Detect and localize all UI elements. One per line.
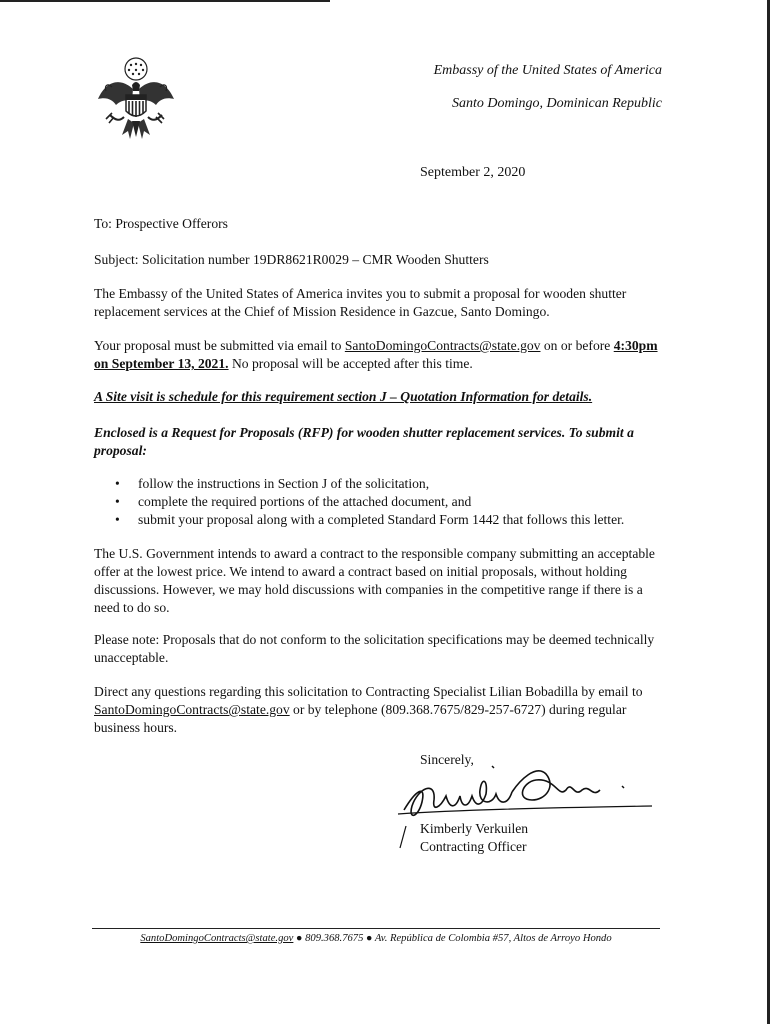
rfp-enclosed-paragraph: Enclosed is a Request for Proposals (RFP) for wooden shutter replacement services. To submit a proposal: bbox=[94, 425, 634, 458]
footer-bullet-icon: ● bbox=[296, 933, 306, 944]
questions-email-link[interactable]: SantoDomingoContracts@state.gov bbox=[94, 702, 290, 717]
letterhead-location: Santo Domingo, Dominican Republic bbox=[452, 96, 662, 111]
questions-paragraph bbox=[94, 683, 664, 737]
questions-text-end: or by telephone (809.368.7675/829-257-6727) during regular business hours. bbox=[94, 702, 627, 735]
embassy-seal-icon bbox=[92, 55, 180, 143]
submission-text-middle: on or before bbox=[540, 338, 614, 353]
scan-top-rule bbox=[0, 0, 330, 2]
instruction-list bbox=[94, 475, 694, 529]
submission-paragraph bbox=[94, 337, 664, 373]
subject-line: Subject: Solicitation number 19DR8621R0029 – CMR Wooden Shutters bbox=[94, 252, 489, 267]
footer-email-link[interactable]: SantoDomingoContracts@state.gov bbox=[140, 933, 294, 944]
footer-phone: 809.368.7675 bbox=[305, 933, 364, 944]
note-paragraph: Please note: Proposals that do not conform to the solicitation specifications may be deemed technically unacceptable. bbox=[94, 632, 655, 665]
list-item: • complete the required portions of the attached document, and bbox=[94, 493, 694, 511]
letter-date: September 2, 2020 bbox=[420, 165, 526, 180]
submission-text-start: Your proposal must be submitted via email to bbox=[94, 338, 345, 353]
questions-text-start: Direct any questions regarding this solicitation to Contracting Specialist Lilian Bobadilla by email to bbox=[94, 684, 643, 699]
footer-divider bbox=[92, 928, 660, 929]
letterhead bbox=[380, 63, 662, 129]
signer-name: Kimberly Verkuilen bbox=[420, 821, 529, 836]
submission-deadline: 4:30pm on September 13, 2021. bbox=[94, 338, 658, 371]
intro-paragraph: The Embassy of the United States of America invites you to submit a proposal for wooden shutter replacement services at the Chief of Mission Residence in Gazcue, Santo Domingo. bbox=[94, 286, 627, 319]
award-paragraph: The U.S. Government intends to award a contract to the responsible company submitting an acceptable offer at the lowest price. We intend to award a contract based on initial proposals, without holding discussions. However, we may hold discussions with companies in the competitive range if there is a need to do so. bbox=[94, 546, 655, 615]
footer-bullet-icon: ● bbox=[366, 933, 375, 944]
letterhead-embassy: Embassy of the United States of America bbox=[433, 63, 662, 78]
footer-address: Av. República de Colombia #57, Altos de Arroyo Hondo bbox=[374, 933, 612, 944]
submission-text-end: No proposal will be accepted after this time. bbox=[228, 356, 473, 371]
recipient-line: To: Prospective Offerors bbox=[94, 216, 228, 231]
signer-title: Contracting Officer bbox=[420, 839, 527, 854]
site-visit-notice: A Site visit is schedule for this requirement section J – Quotation Information for details. bbox=[94, 389, 593, 404]
list-item: • follow the instructions in Section J of the solicitation, bbox=[94, 475, 694, 493]
closing: Sincerely, bbox=[420, 752, 474, 767]
contracts-email-link[interactable]: SantoDomingoContracts@state.gov bbox=[344, 338, 541, 353]
footer bbox=[92, 933, 660, 944]
list-item: • submit your proposal along with a completed Standard Form 1442 that follows this letter. bbox=[94, 511, 694, 529]
